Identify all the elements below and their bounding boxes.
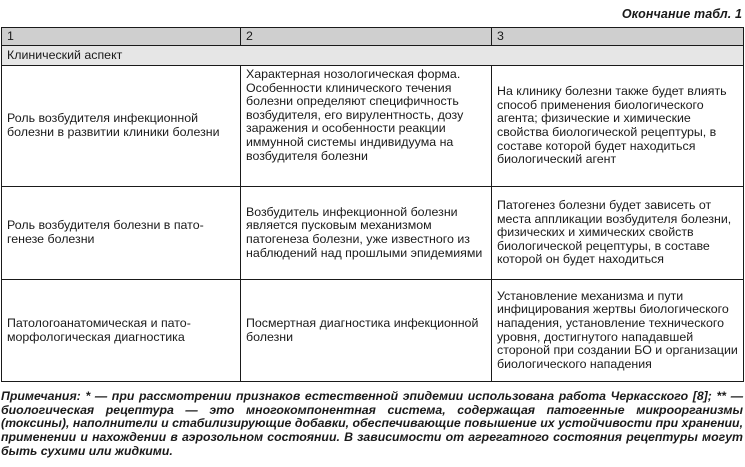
table-cell: Патогенез болезни будет зависеть от места аппликации возбудителя болезни, физических и химических свойств биологической рецептуры, в составе которой он будет находиться xyxy=(492,187,744,280)
table-caption: Окончание табл. 1 xyxy=(621,7,742,21)
column-header-2: 2 xyxy=(241,28,492,46)
column-header-1: 1 xyxy=(2,28,241,46)
table-row xyxy=(2,187,744,280)
section-row xyxy=(2,46,744,66)
table-cell: Посмертная диагностика инфекционной болезни xyxy=(241,280,492,382)
column-header-3: 3 xyxy=(492,28,744,46)
notes-label: Примечания: xyxy=(1,389,81,403)
table-cell: Роль возбудителя инфекционной болезни в развитии клиники болезни xyxy=(2,66,241,187)
table-cell: На клинику болезни также будет влиять способ применения биологического агента; физические и химические свойства биологической рецептуры, в составе которой будет находиться биологический агент xyxy=(492,66,744,187)
table-cell: Установление механизма и пути инфицирования жертвы биологического нападения, установление технического уровня, достигнутого нападавшей стороной при создании БО и организации биологического нападения xyxy=(492,280,744,382)
table-row xyxy=(2,66,744,187)
table-row xyxy=(2,280,744,382)
table-cell: Роль возбудителя болезни в патогенезе болезни xyxy=(2,187,241,280)
notes-text: * — при рассмотрении признаков естественной эпидемии использована работа Черкасского [8]; ** — биологическая рецептура — это многокомпонентная система, содержащая патогенные микроорганизмы (токсины), наполнители и стабилизирующие добавки, обеспечивающие повышение их устойчивости при хранении, применении и нахождении в аэрозольном состоянии. В зависимости от агрегатного состояния рецептуры могут быть сухими или жидкими. xyxy=(1,389,744,458)
table-cell: Характерная нозологическая форма. Особенности клинического течения болезни определяют специфичность возбудителя, его вирулентность, дозу заражения и особенности реакции иммунной системы индивидуума на возбудителя болезни xyxy=(241,66,492,187)
table-cell: Возбудитель инфекционной болезни является пусковым механизмом патогенеза болезни, уже известного из наблюдений над прошлыми эпидемиями xyxy=(241,187,492,280)
column-header-row xyxy=(2,28,744,46)
table-notes xyxy=(1,390,743,459)
section-title: Клинический аспект xyxy=(2,46,744,66)
table-cell: Патологоанатомическая и патоморфологическая диагностика xyxy=(2,280,241,382)
data-table xyxy=(1,27,744,382)
